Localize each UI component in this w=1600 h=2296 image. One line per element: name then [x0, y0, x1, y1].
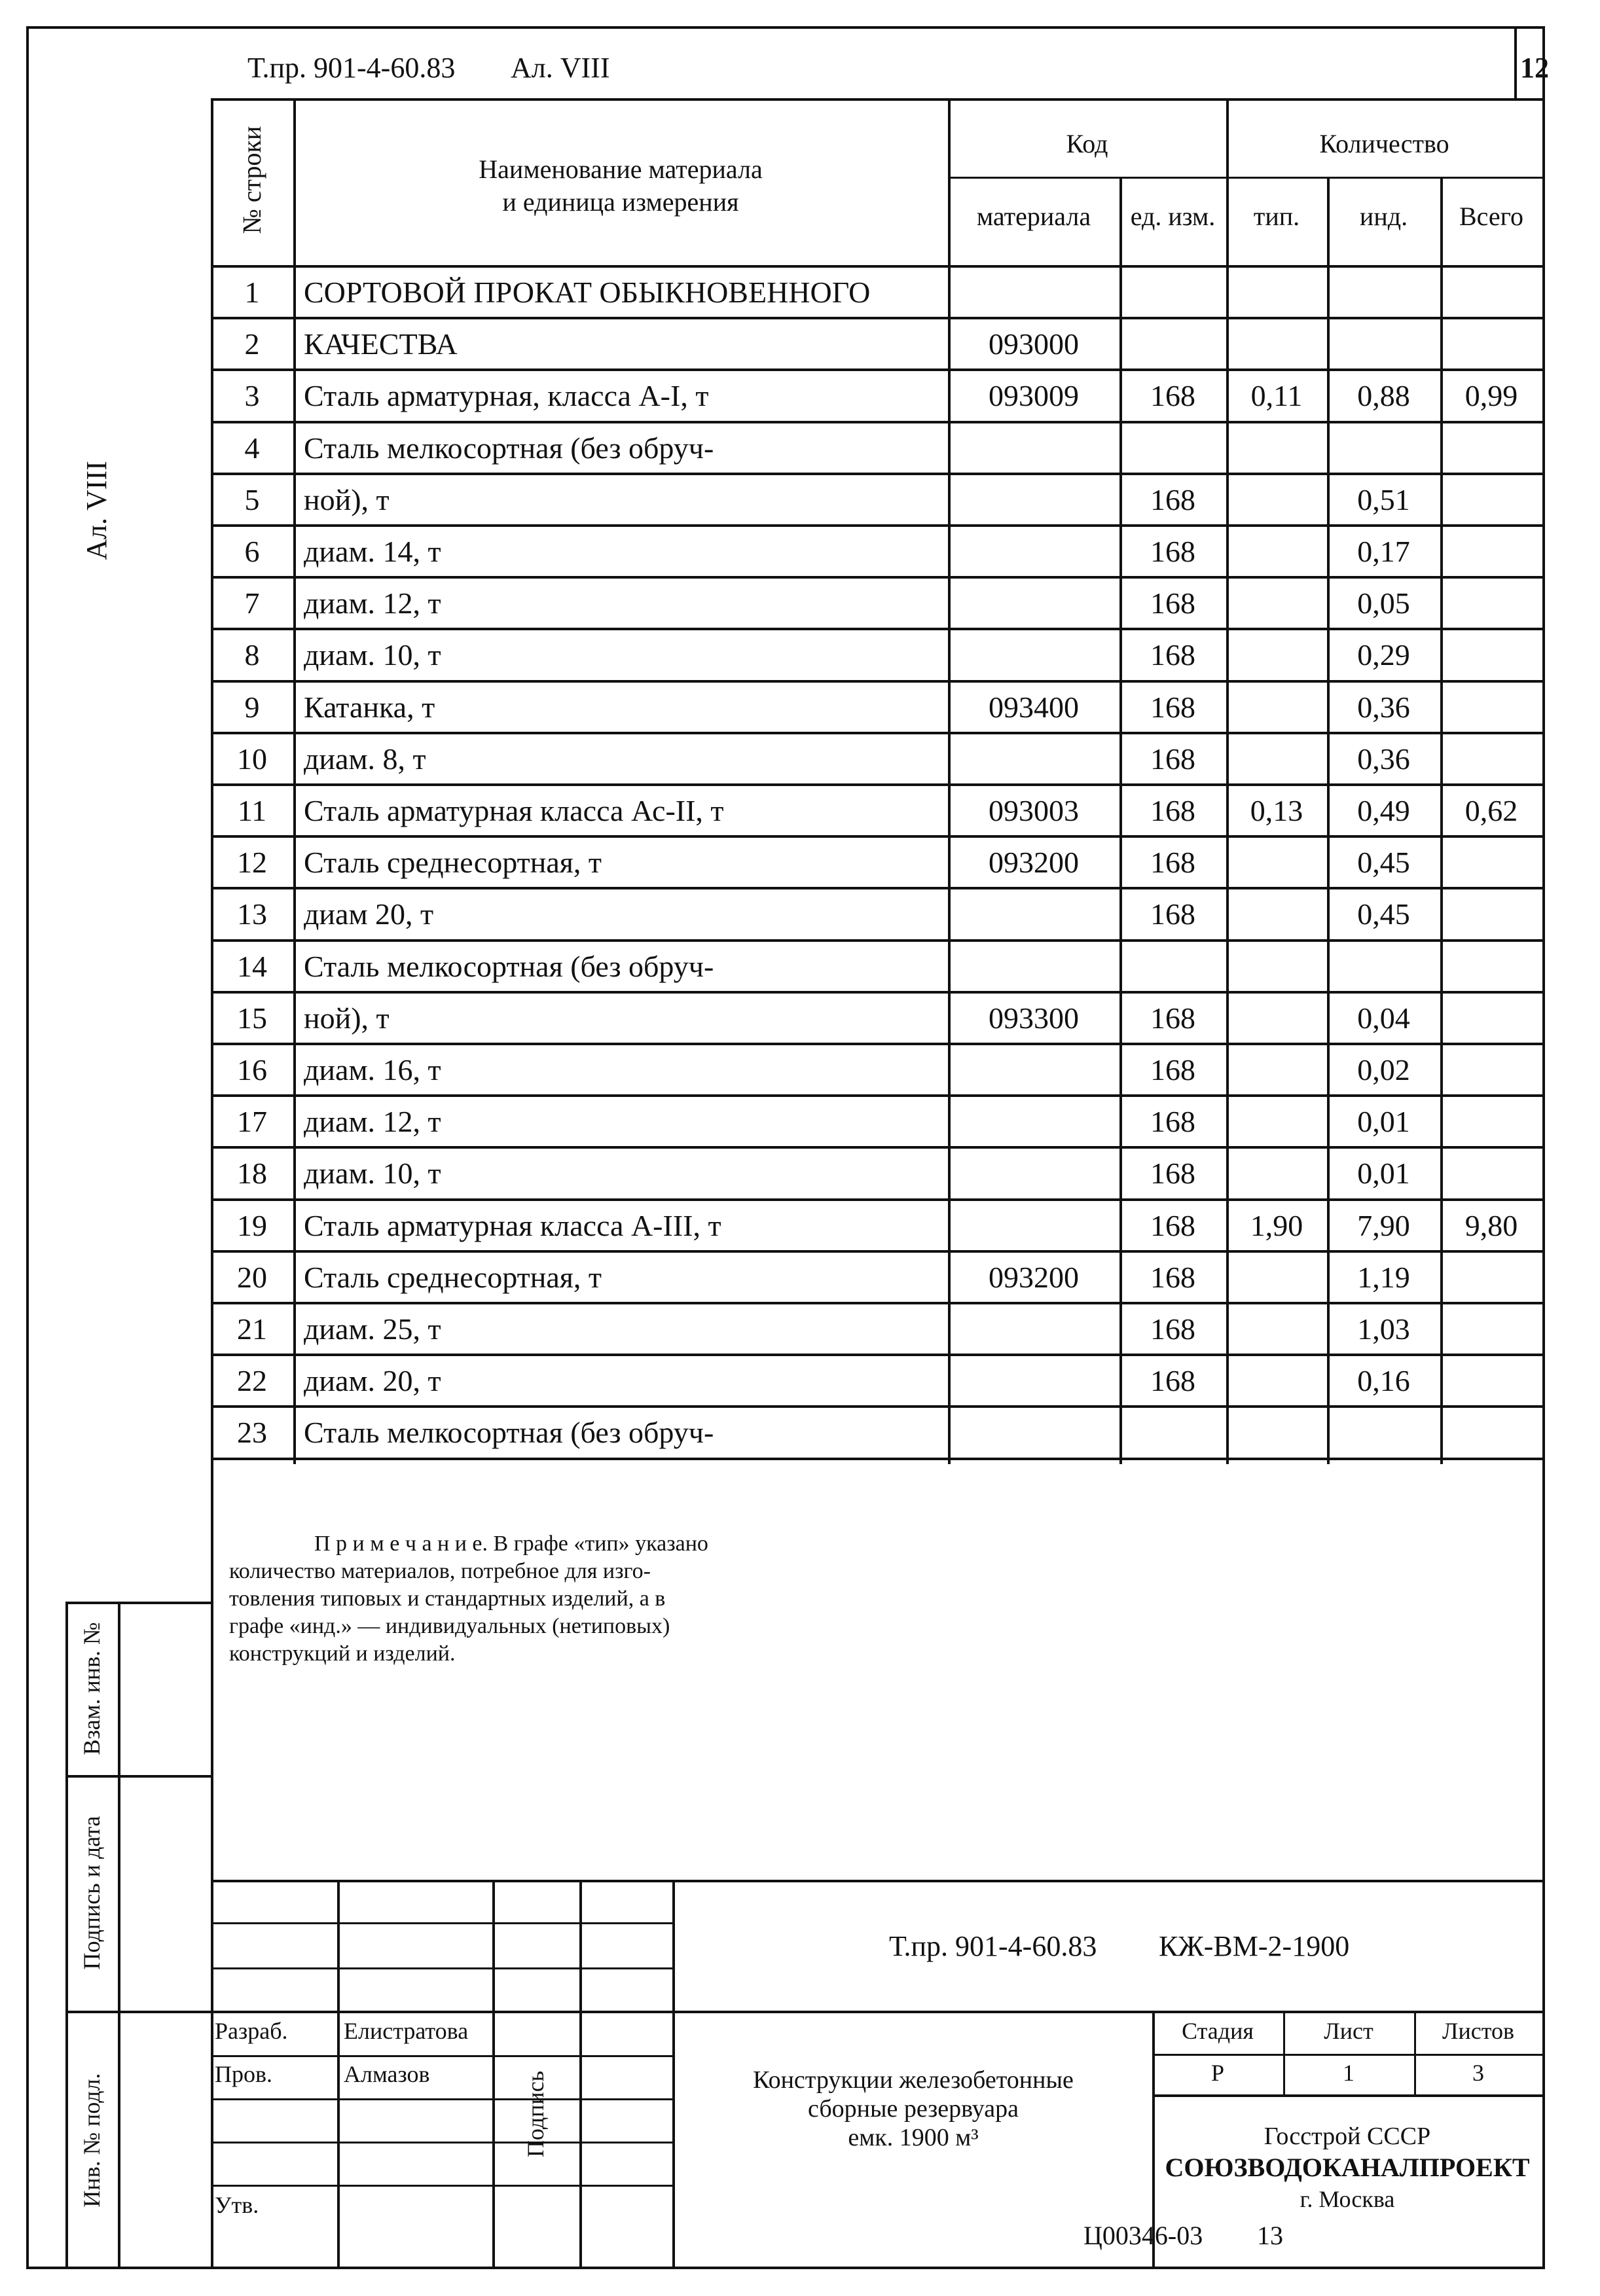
row-number-cell: 22 [237, 1364, 267, 1398]
unit-code-cell [1119, 942, 1226, 991]
qty-total-cell: 9,80 [1464, 1208, 1518, 1242]
material-name-cell: СОРТОВОЙ ПРОКАТ ОБЫКНОВЕННОГО [304, 276, 871, 310]
qty-ind-cell: 1,19 [1357, 1260, 1410, 1294]
tb-prov-label: Пров. [215, 2061, 272, 2087]
material-code-cell: 093300 [989, 1001, 1079, 1035]
tb-grid-h2 [211, 1967, 674, 1969]
qty-type-cell: 0,13 [1250, 794, 1303, 828]
qty-total-cell [1440, 630, 1542, 679]
note-line-1: В графе «тип» указано [493, 1532, 708, 1556]
note-block [229, 1530, 818, 1668]
qty-total-cell [1440, 942, 1542, 991]
row-number-cell: 21 [237, 1312, 267, 1346]
tb-v3 [579, 1880, 582, 2269]
code-group-header: Код [1066, 129, 1108, 158]
tb-org-line-2: СОЮЗВОДОКАНАЛПРОЕКТ [1165, 2153, 1530, 2182]
qty-ind-cell: 0,17 [1357, 535, 1410, 569]
qty-ind-cell [1327, 1408, 1440, 1457]
stamp-left [65, 1602, 68, 2269]
material-name-cell: Катанка, т [304, 690, 435, 724]
doc-reference: Т.пр. 901-4-60.83 [247, 52, 456, 84]
qty-type-cell [1226, 1408, 1327, 1457]
qty-type-cell [1226, 942, 1327, 991]
footer-code: Ц00346-03 [1083, 2221, 1203, 2250]
tb-doc-code: Т.пр. 901-4-60.83 [889, 1930, 1097, 1962]
material-code-cell [948, 475, 1119, 524]
qty-total-cell: 0,62 [1464, 794, 1518, 828]
material-name-cell: диам. 14, т [304, 535, 441, 569]
material-code-cell: 093200 [989, 846, 1079, 880]
table-top [211, 98, 1544, 101]
material-code-cell [948, 579, 1119, 628]
material-name-cell: Сталь мелкосортная (без обруч- [304, 431, 714, 465]
material-name-cell: Сталь арматурная, класса А-I, т [304, 379, 709, 413]
material-code-cell [948, 527, 1119, 576]
qty-type-cell [1226, 683, 1327, 732]
row-number-cell: 19 [237, 1208, 267, 1242]
qty-total-cell: 0,99 [1464, 379, 1518, 413]
material-code-cell [948, 1045, 1119, 1094]
qty-type-cell [1226, 889, 1327, 939]
qty-ind-cell: 0,45 [1357, 897, 1410, 931]
qty-total-cell [1440, 1045, 1542, 1094]
qty-type-cell [1226, 527, 1327, 576]
header-sub-line [948, 177, 1544, 179]
unit-code-cell: 168 [1150, 897, 1195, 931]
qty-ind-cell: 0,04 [1357, 1001, 1410, 1035]
qty-ind-cell: 0,36 [1357, 690, 1410, 724]
tb-stage-line-2 [1152, 2094, 1544, 2097]
footer-page: 13 [1257, 2221, 1283, 2250]
qty-type-cell [1226, 1356, 1327, 1405]
qty-total-cell [1440, 475, 1542, 524]
unit-code-cell [1119, 423, 1226, 473]
qty-ind-cell [1327, 319, 1440, 368]
material-name-cell: диам. 10, т [304, 1157, 441, 1191]
tb-stage-label: Стадия [1182, 2018, 1254, 2044]
qty-ind-cell: 0,51 [1357, 482, 1410, 516]
material-code-cell [948, 423, 1119, 473]
tb-utv-label: Утв. [215, 2192, 259, 2218]
qty-type-cell [1226, 423, 1327, 473]
qty-ind-cell: 0,29 [1357, 638, 1410, 672]
frame-top [26, 26, 1545, 29]
unit-code-cell: 168 [1150, 638, 1195, 672]
material-code-cell [948, 942, 1119, 991]
qty-ind-cell: 0,05 [1357, 586, 1410, 620]
row-number-cell: 23 [237, 1416, 267, 1450]
tb-organization [1152, 2121, 1542, 2215]
qty-ind-cell: 0,88 [1357, 379, 1410, 413]
stamp-mid [118, 1602, 120, 2269]
material-name-cell: диам. 12, т [304, 586, 441, 620]
material-code-cell [948, 268, 1119, 317]
col-qty-ind-header: инд. [1359, 202, 1408, 231]
stamp-line-2 [65, 1775, 213, 1778]
material-name-cell: КАЧЕСТВА [304, 327, 458, 361]
qty-ind-cell: 7,90 [1357, 1208, 1410, 1242]
row-number-cell: 10 [237, 742, 267, 776]
row-number-cell: 11 [237, 794, 267, 828]
unit-code-cell: 168 [1150, 742, 1195, 776]
note-line-4: графе «инд.» — индивидуальных (нетиповых) [229, 1614, 670, 1638]
qty-total-cell [1440, 423, 1542, 473]
unit-code-cell: 168 [1150, 1105, 1195, 1139]
qty-group-header: Количество [1319, 129, 1449, 158]
col-row-number-header: № строки [237, 126, 266, 234]
qty-ind-cell: 0,01 [1357, 1105, 1410, 1139]
material-code-cell [948, 1149, 1119, 1198]
qty-ind-cell: 0,01 [1357, 1157, 1410, 1191]
row-divider [211, 1405, 1544, 1408]
qty-total-cell [1440, 1408, 1542, 1457]
tb-grid-h6 [211, 2185, 674, 2187]
page-number: 12 [1520, 52, 1549, 84]
qty-ind-cell [1327, 268, 1440, 317]
material-name-cell: диам 20, т [304, 897, 434, 931]
tb-title-line-1: Конструкции железобетонные [753, 2066, 1074, 2094]
tb-org-line-1: Госстрой СССР [1264, 2123, 1431, 2150]
tb-grid-h5 [211, 2142, 674, 2144]
material-name-cell: диам. 12, т [304, 1105, 441, 1139]
material-code-cell [948, 1304, 1119, 1354]
unit-code-cell [1119, 1408, 1226, 1457]
unit-code-cell: 168 [1150, 846, 1195, 880]
tb-grid-h4 [211, 2098, 674, 2100]
title-block-top [211, 1880, 1544, 1882]
tb-v1 [337, 1880, 340, 2269]
note-line-2: количество материалов, потребное для изго- [229, 1559, 651, 1583]
tb-razrab-label: Разраб. [215, 2018, 288, 2044]
unit-code-cell: 168 [1150, 1312, 1195, 1346]
unit-code-cell: 168 [1150, 794, 1195, 828]
qty-type-cell [1226, 1253, 1327, 1302]
row-number-cell: 7 [244, 586, 260, 620]
row-number-cell: 17 [237, 1105, 267, 1139]
qty-type-cell [1226, 475, 1327, 524]
unit-code-cell: 168 [1150, 690, 1195, 724]
qty-type-cell [1226, 838, 1327, 887]
material-name-cell: ной), т [304, 482, 390, 516]
title-block-mid [211, 2011, 1544, 2013]
qty-total-cell [1440, 579, 1542, 628]
row-number-cell: 1 [244, 276, 260, 310]
material-code-cell: 093000 [989, 327, 1079, 361]
unit-code-cell: 168 [1150, 1208, 1195, 1242]
row-divider [211, 887, 1544, 889]
row-number-cell: 4 [244, 431, 260, 465]
material-name-cell: диам. 16, т [304, 1053, 441, 1087]
table-right [1542, 98, 1545, 2269]
stamp-line-3 [65, 2011, 213, 2013]
material-name-cell: Сталь среднесортная, т [304, 1260, 602, 1294]
material-code-cell: 093400 [989, 690, 1079, 724]
tb-sheet-label: Лист [1324, 2018, 1373, 2044]
material-code-cell: 093200 [989, 1260, 1079, 1294]
material-name-cell: ной), т [304, 1001, 390, 1035]
qty-total-cell [1440, 1253, 1542, 1302]
qty-type-cell [1226, 734, 1327, 783]
row-divider [211, 1458, 1544, 1460]
qty-type-cell [1226, 630, 1327, 679]
material-name-cell: Сталь среднесортная, т [304, 846, 602, 880]
col-name-header: Наименование материала и единица измерения [479, 154, 763, 217]
qty-ind-cell: 0,36 [1357, 742, 1410, 776]
page-number-divider [1514, 26, 1517, 99]
material-code-cell [948, 1097, 1119, 1146]
qty-total-cell [1440, 1304, 1542, 1354]
tb-title [674, 2066, 1152, 2152]
unit-code-cell: 168 [1150, 535, 1195, 569]
unit-code-cell: 168 [1150, 1157, 1195, 1191]
tb-razrab-name: Елистратова [344, 2018, 469, 2044]
tb-stage-value: Р [1210, 2060, 1225, 2086]
unit-code-cell: 168 [1150, 586, 1195, 620]
unit-code-cell: 168 [1150, 1053, 1195, 1087]
row-number-cell: 14 [237, 949, 267, 983]
qty-type-cell [1226, 1045, 1327, 1094]
qty-total-cell [1440, 1149, 1542, 1198]
unit-code-cell [1119, 268, 1226, 317]
qty-total-cell [1440, 527, 1542, 576]
tb-signature-label: Подпись [522, 2070, 549, 2158]
row-number-cell: 13 [237, 897, 267, 931]
row-number-cell: 8 [244, 638, 260, 672]
row-number-cell: 16 [237, 1053, 267, 1087]
qty-type-cell: 1,90 [1250, 1208, 1303, 1242]
tb-grid-h3 [211, 2055, 674, 2057]
qty-ind-cell: 1,03 [1357, 1312, 1410, 1346]
qty-ind-cell [1327, 942, 1440, 991]
material-name-cell: Сталь арматурная класса Ас-II, т [304, 794, 724, 828]
unit-code-cell: 168 [1150, 482, 1195, 516]
tb-sheets-value: 3 [1472, 2060, 1484, 2086]
tb-prov-name: Алмазов [344, 2061, 430, 2087]
qty-total-cell [1440, 1097, 1542, 1146]
row-number-cell: 3 [244, 379, 260, 413]
qty-total-cell [1440, 734, 1542, 783]
qty-type-cell [1226, 1304, 1327, 1354]
tb-grid-h1 [211, 1922, 674, 1924]
qty-ind-cell: 0,49 [1357, 794, 1410, 828]
material-code-cell [948, 889, 1119, 939]
tb-title-line-2: сборные резервуара [808, 2095, 1019, 2123]
qty-total-cell [1440, 319, 1542, 368]
qty-total-cell [1440, 838, 1542, 887]
qty-ind-cell [1327, 423, 1440, 473]
unit-code-cell: 168 [1150, 1260, 1195, 1294]
unit-code-cell [1119, 319, 1226, 368]
qty-type-cell: 0,11 [1250, 379, 1303, 413]
qty-ind-cell: 0,16 [1357, 1364, 1410, 1398]
material-code-cell [948, 1408, 1119, 1457]
qty-ind-cell: 0,45 [1357, 846, 1410, 880]
qty-type-cell [1226, 1149, 1327, 1198]
col-code-unit-header: ед. изм. [1130, 202, 1216, 231]
row-number-cell: 12 [237, 846, 267, 880]
tb-sheet-value: 1 [1343, 2060, 1355, 2086]
material-code-cell [948, 734, 1119, 783]
tb-sheets-label: Листов [1442, 2018, 1514, 2044]
material-name-cell: диам. 10, т [304, 638, 441, 672]
qty-type-cell [1226, 579, 1327, 628]
qty-type-cell [1226, 268, 1327, 317]
qty-total-cell [1440, 889, 1542, 939]
row-number-cell: 5 [244, 482, 260, 516]
col-code-material-header: материала [976, 202, 1091, 231]
row-divider [211, 628, 1544, 630]
album-label: Ал. VIII [511, 52, 610, 84]
col-qty-total-header: Всего [1459, 202, 1524, 231]
side-album-label: Ал. VIII [81, 461, 113, 560]
col-qty-type-header: тип. [1253, 202, 1300, 231]
tb-org-line-3: г. Москва [1300, 2186, 1395, 2212]
tb-stage-line-1 [1152, 2054, 1544, 2056]
row-number-cell: 20 [237, 1260, 267, 1294]
stamp-inv-podl: Инв. № подл. [79, 2073, 105, 2208]
row-number-cell: 15 [237, 1001, 267, 1035]
qty-total-cell [1440, 994, 1542, 1043]
tb-v2 [492, 1880, 495, 2269]
qty-type-cell [1226, 1097, 1327, 1146]
note-line-5: конструкций и изделий. [229, 1641, 456, 1666]
unit-code-cell: 168 [1150, 1364, 1195, 1398]
material-name-cell: Сталь мелкосортная (без обруч- [304, 1416, 714, 1450]
material-code-cell [948, 1201, 1119, 1250]
qty-type-cell [1226, 994, 1327, 1043]
unit-code-cell: 168 [1150, 1001, 1195, 1035]
qty-total-cell [1440, 1356, 1542, 1405]
row-number-cell: 6 [244, 535, 260, 569]
material-code-cell: 093009 [989, 379, 1079, 413]
material-name-cell: диам. 25, т [304, 1312, 441, 1346]
material-name-cell: Сталь мелкосортная (без обруч- [304, 949, 714, 983]
row-divider [211, 1146, 1544, 1149]
tb-drawing-code: КЖ-ВМ-2-1900 [1159, 1930, 1350, 1962]
frame-left [26, 26, 29, 2269]
row-divider [211, 368, 1544, 371]
qty-type-cell [1226, 319, 1327, 368]
qty-total-cell [1440, 268, 1542, 317]
material-name-cell: Сталь арматурная класса А-III, т [304, 1208, 721, 1242]
stamp-vzam-inv: Взам. инв. № [79, 1622, 105, 1755]
material-code-cell: 093003 [989, 794, 1079, 828]
material-name-cell: диам. 8, т [304, 742, 426, 776]
material-name-cell: диам. 20, т [304, 1364, 441, 1398]
unit-code-cell: 168 [1150, 379, 1195, 413]
qty-ind-cell: 0,02 [1357, 1053, 1410, 1087]
row-number-cell: 2 [244, 327, 260, 361]
stamp-podpis-data: Подпись и дата [79, 1816, 105, 1970]
qty-total-cell [1440, 683, 1542, 732]
note-heading: П р и м е ч а н и е. [314, 1532, 488, 1556]
tb-title-line-3: емк. 1900 м³ [848, 2124, 979, 2151]
material-code-cell [948, 1356, 1119, 1405]
frame-bottom [26, 2267, 1545, 2269]
row-number-cell: 9 [244, 690, 260, 724]
material-code-cell [948, 630, 1119, 679]
row-number-cell: 18 [237, 1157, 267, 1191]
note-line-3: товления типовых и стандартных изделий, а в [229, 1587, 666, 1611]
